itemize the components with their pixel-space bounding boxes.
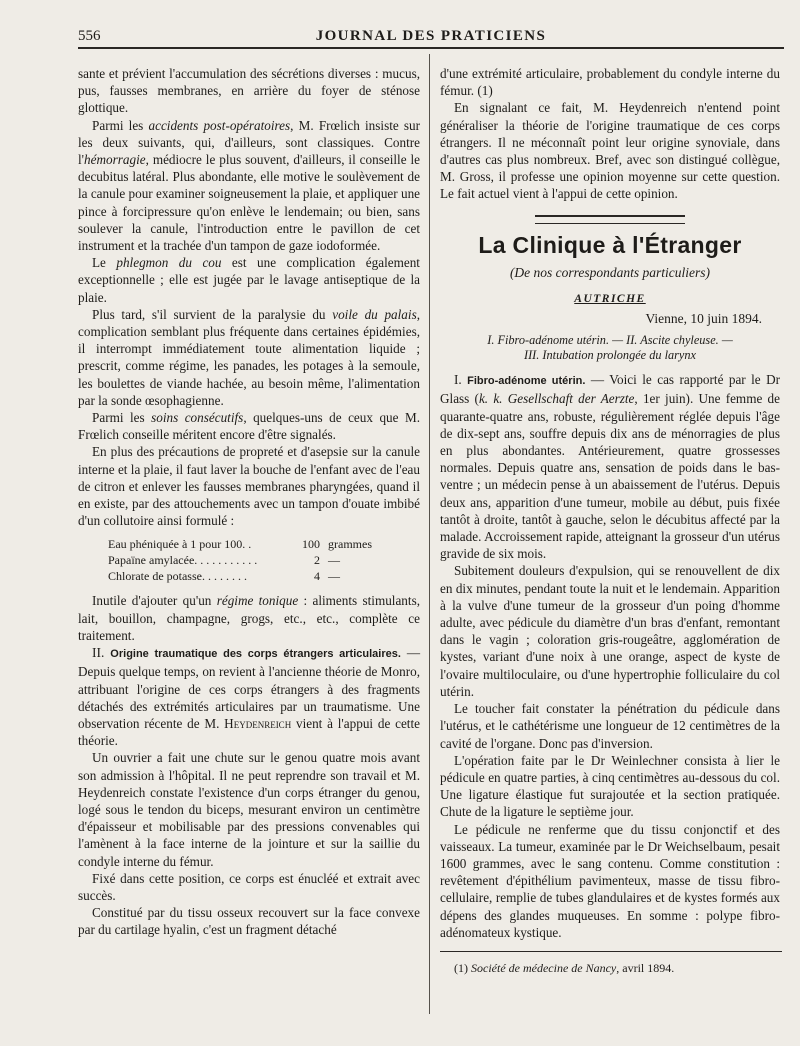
text-run: Plus tard, s'il survient de la paralysie du	[92, 306, 333, 322]
text-run: Le	[92, 255, 117, 271]
paragraph: Le pédicule ne renferme que du tissu conjonctif et des vaisseaux. La tumeur, examinée par le Dr Weichselbaum, pesait 1600 grammes, avec le sang contenu. Comme constitution : revêtement d'épithélium pavimenteux, masse de tissu fibro-cellulaire, remplie de tubes glandulaires et de kystes formés aux dépens des glandes muqueuses. En somme : polype fibro-adénomateux kystique.	[440, 821, 780, 940]
text-run: : aliments stimulants, lait, bouillon, champagne, grogs, etc., etc., complète ce traitement.	[78, 593, 420, 643]
paragraph: En signalant ce fait, M. Heydenreich n'entend point généraliser la théorie de l'origine traumatique de ces corps étrangers. Il ne méconnaît point leur origine synoviale, dans d'autres cas plus nombreux. Bref, avec son distingué collègue, M. Gross, il professe une opinion moyenne sur cette question. Le fait actuel vient à l'appui de cette opinion.	[440, 100, 780, 202]
paragraph-fibro-adenome	[440, 371, 780, 562]
formula-unit: —	[328, 553, 340, 568]
text-run: , médiocre le plus souvent, d'ailleurs, il conseille le decubitus latéral. Plus abondante, elle motive le soulèvement de la canule pour examiner soigneusement la plaie, et appliquer une pince à forcipressure qu'on enlève le lendemain; ou bien, sans soulever la canule, l'introduction entre le pavillon de cet instrument et la trachée d'un tampon de gaze iodoformée.	[78, 152, 421, 254]
formula-row	[108, 552, 420, 568]
footnote	[440, 960, 780, 977]
paragraph-voile	[78, 306, 420, 409]
country-heading: AUTRICHE	[574, 292, 646, 305]
text-run: , complication semblant plus fréquente dans certaines épidémies, il interrompt immédiatement toute alimentation liquide ; prescrit, comme régime, les panades, les potages à la semoule, les boulettes de viande hachée, au besoin même, l'alimentation par la sonde œsophagienne.	[78, 306, 420, 408]
section-heading: Fibro-adénome utérin.	[467, 375, 586, 388]
paragraph-phlegmon	[78, 254, 420, 306]
emphasis-phlegmon: phlegmon du cou	[116, 255, 222, 271]
section-number: I.	[454, 372, 462, 388]
paragraph: Fixé dans cette position, ce corps est énucléé et extrait avec succès.	[78, 870, 420, 903]
footnote-mark: (1)	[454, 960, 468, 975]
text-run: Parmi les	[92, 410, 152, 426]
emphasis-accidents: accidents post-opératoires	[148, 117, 291, 133]
formula-ingredient: Eau phéniquée à 1 pour 100. .	[108, 537, 252, 552]
section-title: La Clinique à l'Étranger	[478, 231, 742, 258]
formula-unit: grammes	[328, 537, 372, 552]
emphasis-soins: soins consécutifs	[151, 410, 244, 426]
emphasis-hemorragie: hémorragie	[84, 152, 146, 168]
column-divider	[429, 54, 430, 1014]
emphasis-regime: régime tonique	[216, 593, 299, 609]
paragraph: En plus des précautions de propreté et d'asepsie sur la canule interne et la plaie, il faut laver la bouche de l'enfant avec de l'eau de citron et enlever les fausses membranes pharyngées, quand il en existe, par des attouchements avec un tampon d'ouate imbibé d'un collutoire ainsi formulé :	[78, 444, 420, 529]
left-column	[78, 65, 420, 939]
right-column	[440, 65, 780, 977]
summary-line: III. Intubation prolongée du larynx	[523, 348, 696, 363]
formula-quantity: 4	[314, 569, 320, 584]
footnote-date: , avril 1894.	[616, 960, 675, 975]
citation: k. k. Gesellschaft der Aerzte	[478, 391, 635, 407]
text-run: Parmi les	[92, 117, 149, 133]
text-run: vient à l'appui de cette théorie.	[78, 715, 420, 749]
paragraph: d'une extrémité articulaire, probablement du condyle interne du fémur. (1)	[440, 66, 780, 99]
footnote-source: Société de médecine de Nancy	[471, 960, 617, 975]
paragraph: Le toucher fait constater la pénétration du pédicule dans l'utérus, et le cathétérisme une longueur de 12 centimètres de la cavité de l'organe. Donc pas d'inversion.	[440, 701, 780, 751]
formula-quantity: 2	[314, 553, 320, 568]
text-run: — Voici le cas rapporté par le Dr Glass (	[440, 372, 781, 407]
paragraph: Un ouvrier a fait une chute sur le genou quatre mois avant son admission à l'hôpital. Il ne peut reprendre son travail et M. Heydenreich constate l'existence d'un corps étranger du genou, logé sous le tendon du biceps, mesurant environ un centimètre d'épaisseur et mobilisable par des pressions convenables qui l'amènent à la face interne de la jointure et sur la saillie du condyle interne du fémur.	[78, 750, 420, 869]
emphasis-voile: voile du palais	[332, 306, 417, 322]
text-run: , 1er juin). Une femme de quarante-quatre ans, robuste, régulièrement réglée depuis l'âge de dix-sept ans, souffre depuis dix ans de ménorragies de plus en plus abondantes. Antérieurement, quatre grossesses normales. Depuis quatre ans, sensation de poids dans le bas-ventre ; un médecin pense à un abaissement de l'utérus. Depuis deux ans, apparition d'une tumeur, mobile au début, puis fixée tantôt à droite, tantôt à gauche, selon le décubitus affecté par la malade. Accroissement rapide, atteignant la grosseur d'un utérus gravide de six mois.	[440, 391, 780, 562]
paragraph: Constitué par du tissu osseux recouvert sur la face convexe par du cartilage hyalin, c'est un fragment détaché	[78, 905, 420, 938]
section-rule	[535, 215, 685, 224]
text-run: Inutile d'ajouter qu'un	[92, 593, 217, 609]
paragraph-soins	[78, 409, 420, 443]
paragraph: L'opération faite par le Dr Weinlechner consista à lier le pédicule en quatre parties, à cinq centimètres au-dessous du col. Une ligature élastique fut surajoutée et la section pratiquée. Chute de la ligature le septième jour.	[440, 752, 780, 820]
formula-ingredient: Chlorate de potasse. . . . . . . .	[108, 569, 247, 584]
author-name: Heydenreich	[224, 715, 292, 731]
section-heading: Origine traumatique des corps étrangers articulaires.	[110, 648, 401, 661]
page-number: 556	[78, 28, 101, 44]
paragraph-regime	[78, 592, 420, 644]
paragraph: sante et prévient l'accumulation des sécrétions diverses : mucus, pus, fausses membranes, en arrière du foyer de sténose glottique.	[78, 66, 420, 116]
formula-row	[108, 568, 420, 584]
formula-quantity: 100	[302, 537, 320, 552]
text-run: — Depuis quelque temps, on revient à l'ancienne théorie de Monro, attribuant l'origine de ces corps étrangers à des fragments détachés des extrémités articulaires par un traumatisme. Une observation récente de M.	[78, 645, 421, 731]
text-run: est une complication également exceptionnelle ; elle est jugée par le lavage antiseptique de la plaie.	[78, 255, 420, 305]
dateline: Vienne, 10 juin 1894.	[645, 311, 762, 327]
formula-table	[108, 536, 420, 584]
section-ii-paragraph	[78, 644, 420, 749]
section-subtitle: (De nos correspondants particuliers)	[509, 264, 711, 280]
section-number: II.	[92, 645, 105, 661]
paragraph-accidents	[78, 117, 420, 255]
text-run: , M. Frœlich insiste sur les deux suivants, qui, d'ailleurs, sont classiques. Contre l'	[78, 117, 421, 168]
paragraph: Subitement douleurs d'expulsion, qui se renouvellent de dix en dix minutes, pendant toute la nuit et le lendemain. Apparition à la vulve d'une tumeur de la grosseur d'un poing d'homme adulte, avec pédicule du diamètre d'un bras d'enfant, remontant dans le vagin ; coloration gris-rougeâtre, agglomération de kystes, variant d'une noix à une orange, aspect de kyste de l'ovaire multiloculaire, ou d'une hypertrophie folliculaire du col utérin.	[440, 563, 780, 699]
formula-row	[108, 536, 420, 552]
journal-title: JOURNAL DES PRATICIENS	[315, 28, 547, 44]
formula-unit: —	[328, 569, 340, 584]
footnote-rule	[440, 951, 782, 952]
summary-line: I. Fibro-adénome utérin. — II. Ascite chyleuse. —	[487, 333, 733, 348]
summary-list	[440, 333, 780, 363]
header-rule	[78, 47, 784, 49]
text-run: , quelques-uns de ceux que M. Frœlich conseille méritent encore d'être signalés.	[78, 410, 420, 443]
formula-ingredient: Papaïne amylacée. . . . . . . . . . .	[108, 553, 258, 568]
